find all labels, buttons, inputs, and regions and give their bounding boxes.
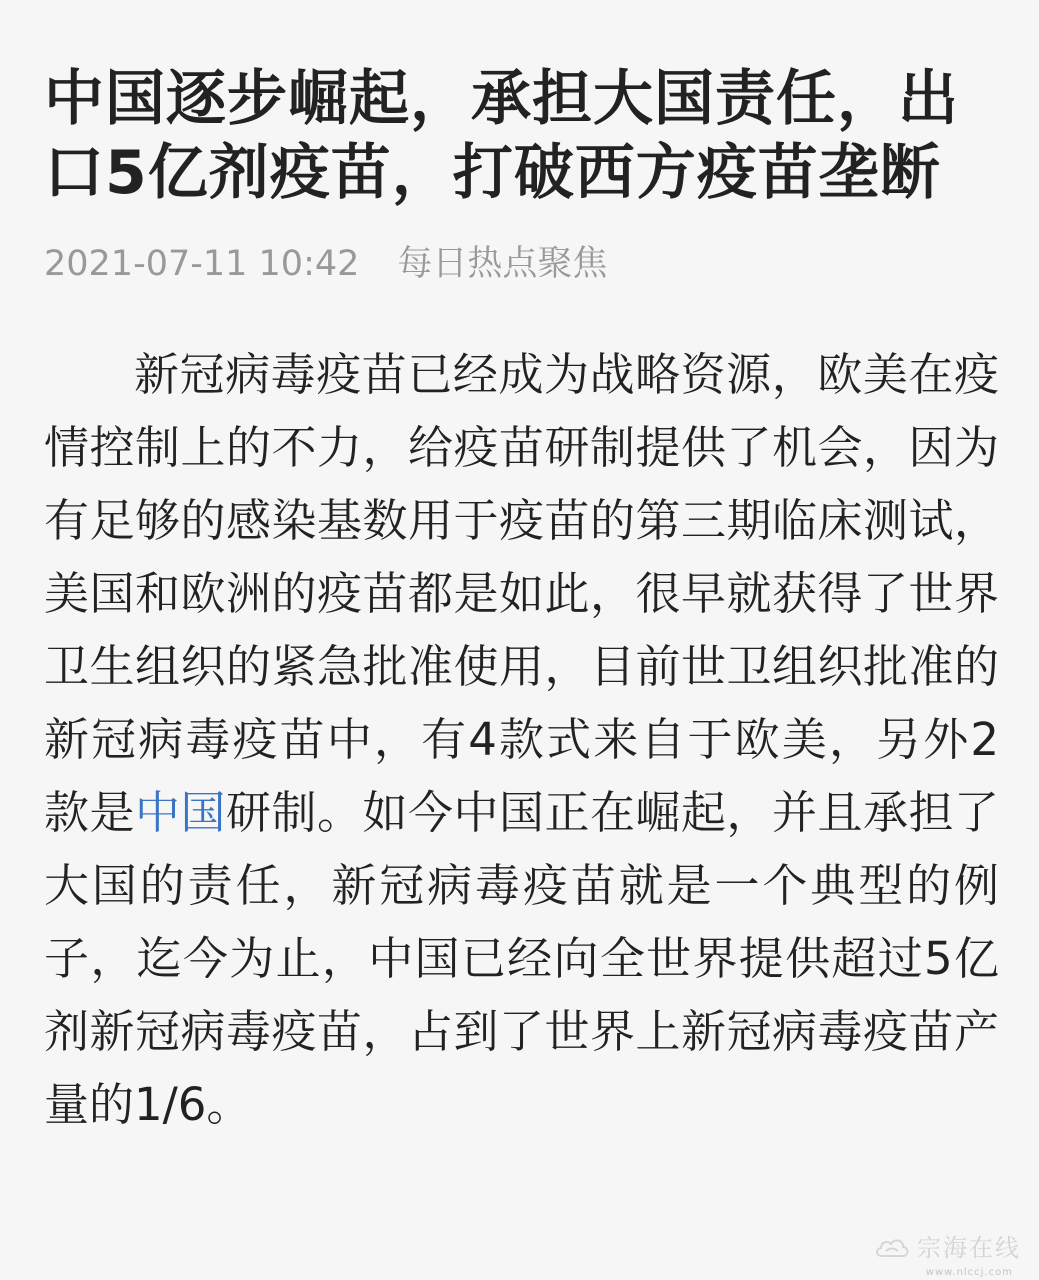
watermark-url: www.nlccj.com	[925, 1267, 1013, 1278]
source-name[interactable]: 每日热点聚焦	[397, 244, 608, 284]
publish-date: 2021-07-11 10:42	[44, 244, 360, 284]
watermark-text: 宗海在线	[917, 1234, 1021, 1262]
paragraph-text-part1: 新冠病毒疫苗已经成为战略资源，欧美在疫情控制上的不力，给疫苗研制提供了机会，因为有足够的感染基数用于疫苗的第三期临床测试，美国和欧洲的疫苗都是如此，很早就获得了世界卫生组织的紧急批准使用，目前世卫组织批准的新冠病毒疫苗中，有4款式来自于欧美，另外2款是	[44, 348, 999, 839]
article-paragraph	[44, 338, 999, 1141]
watermark	[873, 1226, 1021, 1270]
paragraph-text-part2: 研制。如今中国正在崛起，并且承担了大国的责任，新冠病毒疫苗就是一个典型的例子，迄今为止，中国已经向全世界提供超过5亿剂新冠病毒疫苗，占到了世界上新冠病毒疫苗产量的1/6。	[44, 786, 999, 1131]
article	[44, 62, 999, 1186]
cloud-icon	[873, 1234, 911, 1262]
article-meta	[44, 242, 999, 286]
china-link[interactable]: 中国	[135, 786, 226, 839]
article-title: 中国逐步崛起，承担大国责任，出口5亿剂疫苗，打破西方疫苗垄断	[44, 64, 959, 208]
